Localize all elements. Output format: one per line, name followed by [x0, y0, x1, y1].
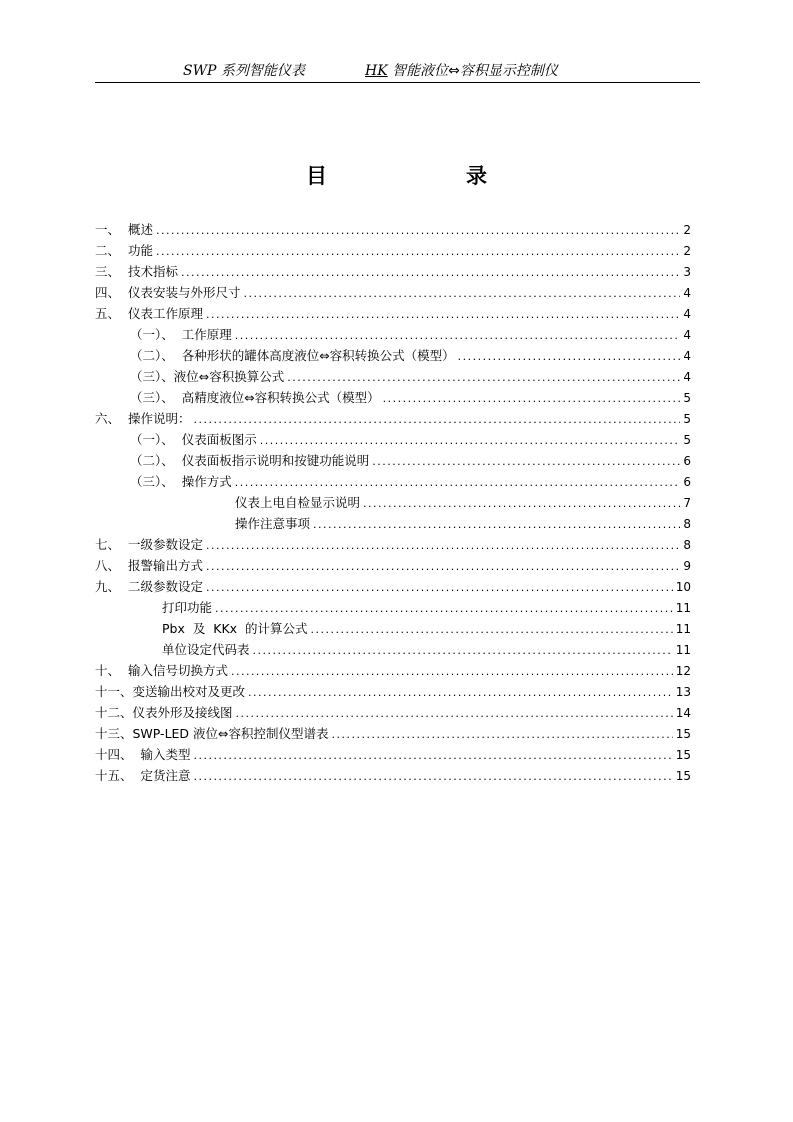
toc-leader-dots [236, 703, 673, 724]
toc-leader-dots [206, 535, 680, 556]
toc-entry-label: 打印功能 [162, 600, 213, 615]
toc-entry-page-number: 2 [683, 223, 691, 237]
toc-entry-label: 八、 报警输出方式 [95, 558, 203, 573]
toc-entry-page-number: 5 [683, 391, 691, 405]
toc-entry-label: 十一、变送输出校对及更改 [95, 684, 246, 699]
toc-entry[interactable] [95, 681, 691, 702]
toc-leader-dots [363, 493, 680, 514]
toc-entry[interactable] [95, 597, 691, 618]
header-product-text: 智能液位⇔容积显示控制仪 [387, 63, 558, 79]
toc-entry-page-number: 9 [683, 559, 691, 573]
toc-entry-label: 单位设定代码表 [162, 642, 250, 657]
toc-entry[interactable] [95, 492, 691, 513]
toc-leader-dots [235, 472, 681, 493]
toc-entry-page-number: 5 [683, 433, 691, 447]
table-of-contents [95, 219, 691, 786]
toc-entry[interactable] [95, 324, 691, 345]
toc-entry[interactable] [95, 534, 691, 555]
toc-entry-label: 操作注意事项 [235, 516, 311, 531]
toc-leader-dots [260, 430, 681, 451]
toc-entry-label: （三）、 操作方式 [130, 474, 232, 489]
toc-entry-label: 三、 技术指标 [95, 264, 178, 279]
toc-entry-label: 十三、SWP-LED 液位⇔容积控制仪型谱表 [95, 726, 329, 741]
toc-leader-dots [248, 682, 673, 703]
toc-entry[interactable] [95, 282, 691, 303]
toc-entry[interactable] [95, 702, 691, 723]
title-char-1: 目 [306, 164, 327, 188]
toc-entry-page-number: 8 [683, 517, 691, 531]
toc-entry-page-number: 11 [675, 622, 691, 636]
toc-entry-label: 七、 一级参数设定 [95, 537, 203, 552]
header-series-prefix: SWP [183, 63, 217, 79]
toc-entry-page-number: 15 [675, 769, 691, 783]
toc-entry-page-number: 4 [683, 307, 691, 321]
toc-entry-label: 九、 二级参数设定 [95, 579, 203, 594]
toc-entry[interactable] [95, 576, 691, 597]
toc-leader-dots [243, 283, 680, 304]
header-series-text: 系列智能仪表 [216, 63, 305, 79]
toc-entry[interactable] [95, 471, 691, 492]
toc-entry[interactable] [95, 303, 691, 324]
toc-entry-page-number: 7 [683, 496, 691, 510]
toc-leader-dots [181, 262, 680, 283]
toc-entry-label: 四、 仪表安装与外形尺寸 [95, 285, 241, 300]
toc-entry-page-number: 11 [675, 601, 691, 615]
toc-entry[interactable] [95, 366, 691, 387]
toc-entry[interactable] [95, 450, 691, 471]
toc-entry-page-number: 4 [683, 370, 691, 384]
toc-entry-label: Pbx 及 KKx 的计算公式 [162, 621, 308, 636]
toc-leader-dots [458, 346, 681, 367]
toc-entry[interactable] [95, 660, 691, 681]
toc-leader-dots [383, 388, 681, 409]
toc-leader-dots [332, 724, 673, 745]
toc-leader-dots [156, 241, 680, 262]
toc-entry-label: （一）、 工作原理 [130, 327, 232, 342]
toc-entry[interactable] [95, 639, 691, 660]
toc-entry-page-number: 6 [683, 475, 691, 489]
page-header [95, 56, 700, 83]
toc-leader-dots [235, 325, 681, 346]
header-series-name [183, 60, 305, 80]
toc-entry-label: 五、 仪表工作原理 [95, 306, 203, 321]
toc-entry-page-number: 10 [675, 580, 691, 594]
toc-entry-label: 十、 输入信号切换方式 [95, 663, 228, 678]
toc-leader-dots [253, 640, 673, 661]
toc-leader-dots [311, 619, 673, 640]
toc-entry[interactable] [95, 618, 691, 639]
toc-entry[interactable] [95, 240, 691, 261]
title-char-2: 录 [466, 164, 487, 188]
toc-entry-page-number: 2 [683, 244, 691, 258]
toc-entry-label: （三）、 高精度液位⇔容积转换公式（模型） [130, 390, 380, 405]
toc-leader-dots [206, 304, 680, 325]
toc-entry[interactable] [95, 765, 691, 786]
header-product-prefix: HK [365, 63, 388, 79]
toc-entry[interactable] [95, 408, 691, 429]
toc-entry[interactable] [95, 219, 691, 240]
toc-entry-label: 十四、 输入类型 [95, 747, 191, 762]
toc-entry[interactable] [95, 513, 691, 534]
toc-leader-dots [193, 766, 672, 787]
toc-entry[interactable] [95, 261, 691, 282]
toc-entry[interactable] [95, 345, 691, 366]
toc-leader-dots [231, 661, 673, 682]
toc-leader-dots [193, 745, 672, 766]
toc-entry-page-number: 15 [675, 748, 691, 762]
toc-leader-dots [206, 556, 680, 577]
toc-entry-page-number: 8 [683, 538, 691, 552]
toc-entry-page-number: 4 [683, 328, 691, 342]
toc-leader-dots [313, 514, 680, 535]
toc-entry-label: 仪表上电自检显示说明 [235, 495, 361, 510]
toc-entry-page-number: 15 [675, 727, 691, 741]
toc-entry-page-number: 3 [683, 265, 691, 279]
toc-entry-page-number: 14 [675, 706, 691, 720]
toc-leader-dots [206, 577, 673, 598]
toc-entry-page-number: 4 [683, 349, 691, 363]
toc-entry-label: 十二、仪表外形及接线图 [95, 705, 233, 720]
toc-entry-page-number: 12 [675, 664, 691, 678]
toc-entry[interactable] [95, 387, 691, 408]
toc-leader-dots [215, 598, 673, 619]
toc-entry-label: 二、 功能 [95, 243, 153, 258]
toc-leader-dots [372, 451, 680, 472]
toc-entry-label: （二）、 各种形状的罐体高度液位⇔容积转换公式（模型） [130, 348, 455, 363]
toc-entry-label: 一、 概述 [95, 222, 153, 237]
toc-leader-dots [287, 367, 680, 388]
toc-entry-label: 六、 操作说明： [95, 411, 191, 426]
toc-entry-page-number: 11 [675, 643, 691, 657]
toc-entry-label: （三）、液位⇔容积换算公式 [130, 369, 285, 384]
toc-entry-label: 十五、 定货注意 [95, 768, 191, 783]
toc-entry-page-number: 13 [675, 685, 691, 699]
toc-entry-page-number: 6 [683, 454, 691, 468]
toc-entry-label: （一）、 仪表面板图示 [130, 432, 257, 447]
header-product-name [365, 60, 558, 80]
toc-leader-dots [193, 409, 680, 430]
toc-entry-label: （二）、 仪表面板指示说明和按键功能说明 [130, 453, 370, 468]
toc-entry-page-number: 4 [683, 286, 691, 300]
toc-entry[interactable] [95, 429, 691, 450]
toc-leader-dots [156, 220, 680, 241]
toc-entry[interactable] [95, 555, 691, 576]
toc-entry-page-number: 5 [683, 412, 691, 426]
toc-entry[interactable] [95, 744, 691, 765]
toc-entry[interactable] [95, 723, 691, 744]
